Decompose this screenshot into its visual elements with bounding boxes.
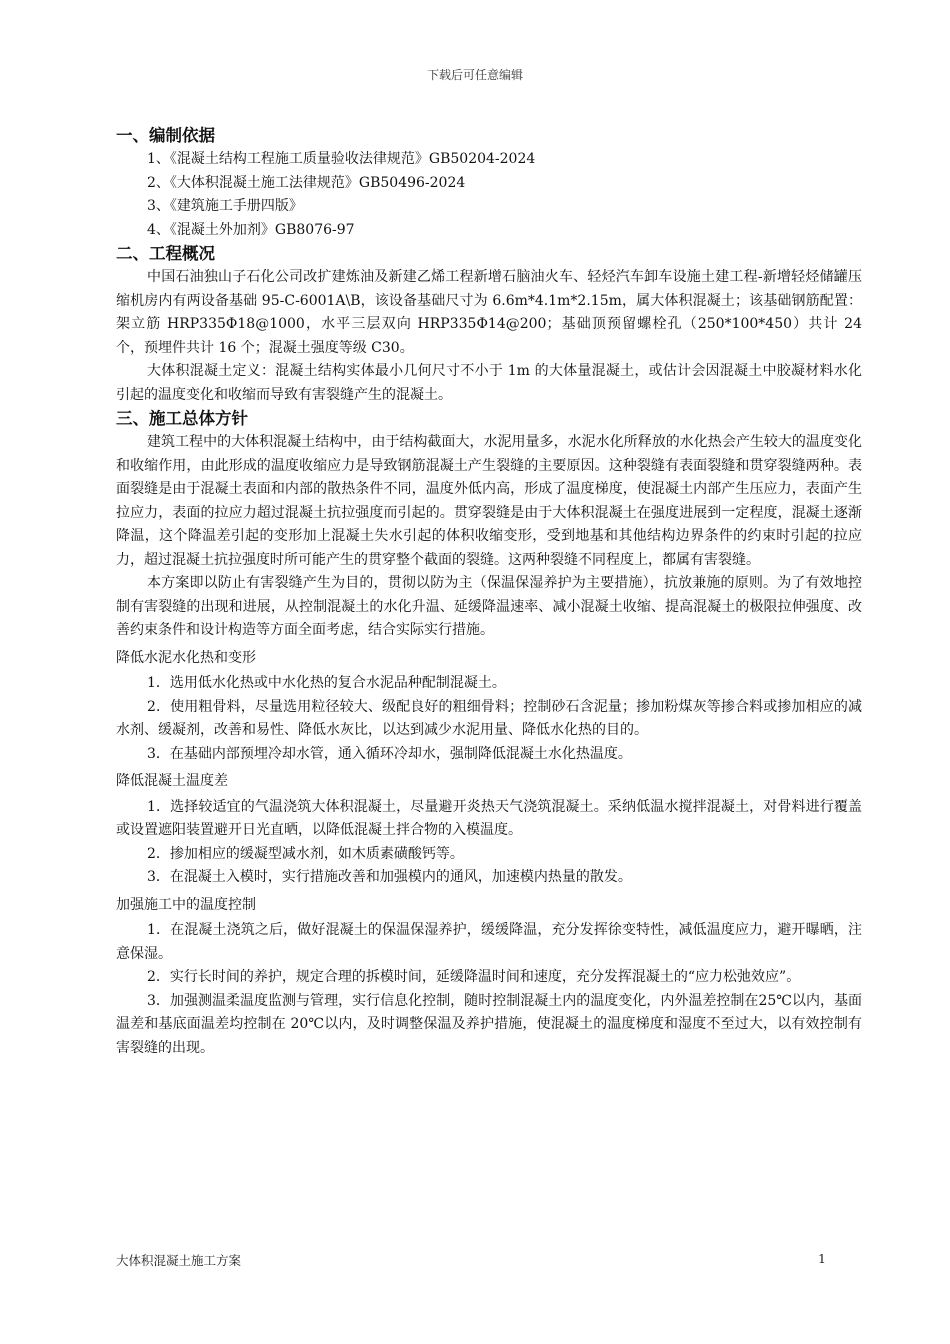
numbered-item: 2．实行长时间的养护，规定合理的拆模时间，延缓降温时间和速度，充分发挥混凝土的“应力松弛效应”。 bbox=[147, 969, 801, 985]
header-note: 下载后可任意编辑 bbox=[426, 68, 523, 82]
numbered-item: 1．选用低水化热或中水化热的复合水泥品种配制混凝土。 bbox=[147, 675, 506, 691]
paragraph: 建筑工程中的大体积混凝土结构中，由于结构截面大，水泥用量多，水泥水化所释放的水化热会产生较大的温度变化和收缩作用，由此形成的温度收缩应力是导致钢筋混凝土产生裂缝的主要原因。这种裂缝有表面裂缝和贯穿裂缝两种。表面裂缝是由于混凝土表面和内部的散热条件不同，温度外低内高，形成了温度梯度，使混凝土内部产生压应力，表面产生拉应力，表面的拉应力超过混凝土抗拉强度而引起的。贯穿裂缝是由于大体积混凝土在强度进展到一定程度，混凝土逐渐降温，这个降温差引起的变形加上混凝土失水引起的体积收缩变形，受到地基和其他结构边界条件的约束时引起的拉应力，超过混凝土抗拉强度时所可能产生的贯穿整个截面的裂缝。这两种裂缝不同程度上，都属有害裂缝。 bbox=[116, 434, 862, 568]
numbered-item: 3．加强测温柔温度监测与管理，实行信息化控制，随时控制混凝土内的温度变化，内外温差控制在25℃以内，基面温差和基底面温差均控制在 20℃以内，及时调整保温及养护措施，使混凝土的温度梯度和湿度不至过大，以有效控制有害裂缝的出现。 bbox=[116, 992, 862, 1056]
page-number: 1 bbox=[818, 1251, 826, 1266]
list-item: 1、《混凝土结构工程施工质量验收法律规范》GB50204-2024 bbox=[147, 151, 536, 167]
paragraph: 大体积混凝土定义：混凝土结构实体最小几何尺寸不小于 1m 的大体量混凝土，或估计会因混凝土中胶凝材料水化引起的温度变化和收缩而导致有害裂缝产生的混凝土。 bbox=[116, 363, 862, 403]
numbered-item: 1．在混凝土浇筑之后，做好混凝土的保温保湿养护，缓缓降温，充分发挥徐变特性，减低温度应力，避开曝晒，注意保湿。 bbox=[116, 922, 862, 962]
section-heading-policy: 三、施工总体方针 bbox=[116, 409, 248, 428]
subheading-hydration: 降低水泥水化热和变形 bbox=[116, 649, 256, 666]
list-item: 4、《混凝土外加剂》GB8076-97 bbox=[147, 221, 355, 238]
section-heading-basis: 一、编制依据 bbox=[116, 126, 215, 145]
paragraph: 中国石油独山子石化公司改扩建炼油及新建乙烯工程新增石脑油火车、轻烃汽车卸车设施土建工程-新增轻烃储罐压缩机房内有两设备基础 95-C-6001A\B，该设备基础尺寸为 6.6m*4.1m*2.15m，属大体积混凝土；该基础钢筋配置：架立筋 HRP335Φ18@1000，水平三层双向 HRP335Φ14@200；基础顶预留螺栓孔（250*100*450）共计 24 个，预埋件共计 16 个；混凝土强度等级 C30。 bbox=[116, 269, 862, 356]
paragraph: 本方案即以防止有害裂缝产生为目的，贯彻以防为主（保温保湿养护为主要措施），抗放兼施的原则。为了有效地控制有害裂缝的出现和进展，从控制混凝土的水化升温、延缓降温速率、减小混凝土收缩、提高混凝土的极限拉伸强度、改善约束条件和设计构造等方面全面考虑，结合实际实行措施。 bbox=[116, 575, 862, 638]
list-item: 2、《大体积混凝土施工法律规范》GB50496-2024 bbox=[147, 174, 466, 191]
footer-title: 大体积混凝土施工方案 bbox=[116, 1253, 242, 1268]
document-body bbox=[116, 124, 862, 1060]
numbered-item: 2．使用粗骨料，尽量选用粒径较大、级配良好的粗细骨料；控制砂石含泥量；掺加粉煤灰等掺合料或掺加相应的减水剂、缓凝剂，改善和易性、降低水灰比，以达到减少水泥用量、降低水化热的目的。 bbox=[116, 698, 862, 738]
section-heading-overview: 二、工程概况 bbox=[116, 244, 215, 263]
subheading-temperature-control: 加强施工中的温度控制 bbox=[116, 896, 256, 913]
list-item: 3、《建筑施工手册四版》 bbox=[147, 198, 303, 214]
numbered-item: 3．在基础内部预埋冷却水管，通入循环冷却水，强制降低混凝土水化热温度。 bbox=[147, 745, 632, 762]
numbered-item: 3．在混凝土入模时，实行措施改善和加强模内的通风，加速模内热量的散发。 bbox=[147, 869, 632, 885]
numbered-item: 2．掺加相应的缓凝型减水剂，如木质素磺酸钙等。 bbox=[147, 845, 464, 862]
subheading-temperature-difference: 降低混凝土温度差 bbox=[116, 773, 228, 789]
numbered-item: 1．选择较适宜的气温浇筑大体积混凝土，尽量避开炎热天气浇筑混凝土。采纳低温水搅拌混凝土，对骨料进行覆盖或设置遮阳装置避开日光直晒，以降低混凝土拌合物的入模温度。 bbox=[116, 798, 862, 838]
